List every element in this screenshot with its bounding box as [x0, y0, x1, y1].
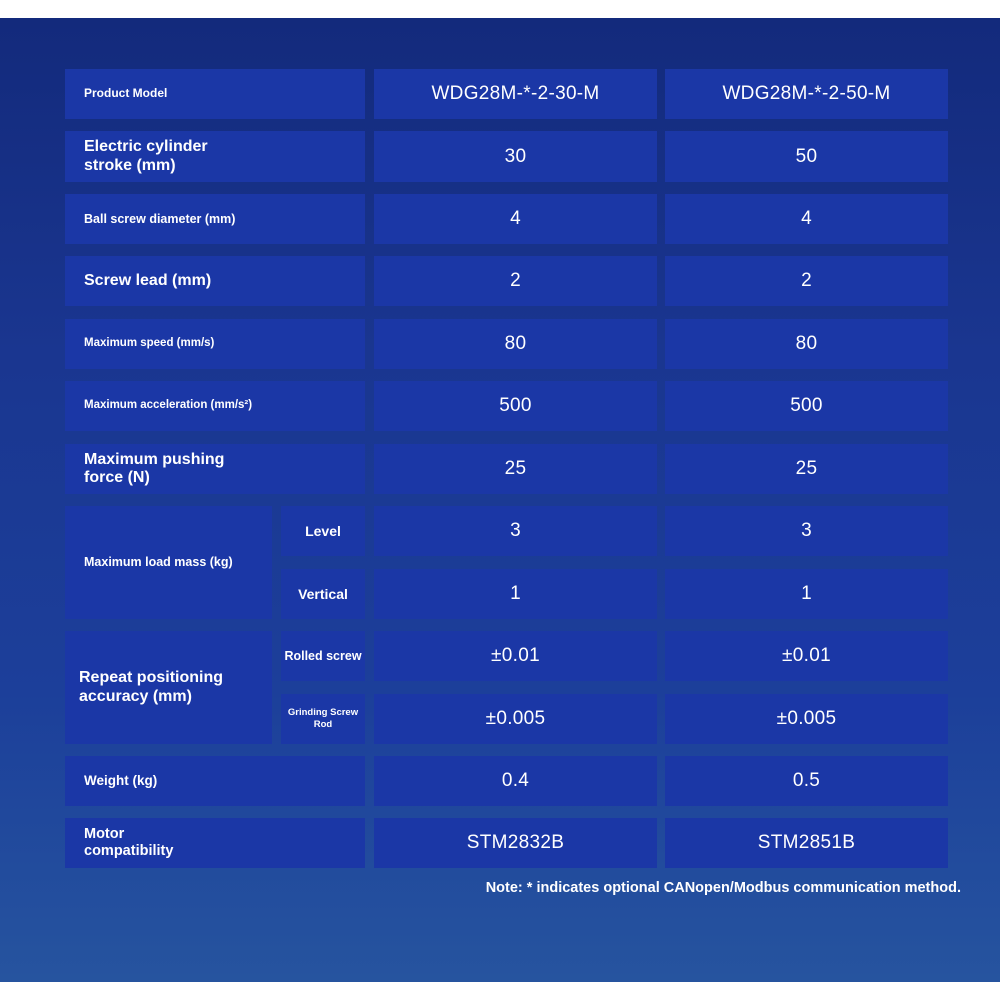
grinding-screw-label: Grinding Screw Rod: [281, 694, 365, 744]
max-accel-label: Maximum acceleration (mm/s²): [65, 381, 365, 431]
screw-lead-label: Screw lead (mm): [65, 256, 365, 306]
screw-lead-value-1: 2: [374, 256, 657, 306]
load-vertical-value-2: 1: [665, 569, 948, 619]
load-level-label: Level: [281, 506, 365, 556]
max-push-value-1: 25: [374, 444, 657, 494]
load-vertical-value-1: 1: [374, 569, 657, 619]
grinding-screw-value-2: ±0.005: [665, 694, 948, 744]
ball-screw-label: Ball screw diameter (mm): [65, 194, 365, 244]
motor-value-2: STM2851B: [665, 818, 948, 868]
motor-label: Motor compatibility: [65, 818, 365, 868]
stroke-value-2: 50: [665, 131, 948, 182]
load-level-value-2: 3: [665, 506, 948, 556]
max-push-label: Maximum pushing force (N): [65, 444, 365, 494]
model-1-header: WDG28M-*-2-30-M: [374, 69, 657, 119]
ball-screw-value-2: 4: [665, 194, 948, 244]
model-2-header: WDG28M-*-2-50-M: [665, 69, 948, 119]
footnote: Note: * indicates optional CANopen/Modbus communication method.: [485, 880, 961, 896]
screw-lead-value-2: 2: [665, 256, 948, 306]
max-speed-label: Maximum speed (mm/s): [65, 319, 365, 369]
rolled-screw-value-2: ±0.01: [665, 631, 948, 681]
max-speed-value-2: 80: [665, 319, 948, 369]
rolled-screw-value-1: ±0.01: [374, 631, 657, 681]
weight-value-2: 0.5: [665, 756, 948, 806]
max-push-value-2: 25: [665, 444, 948, 494]
load-mass-label: Maximum load mass (kg): [65, 506, 272, 619]
max-accel-value-2: 500: [665, 381, 948, 431]
product-model-label: Product Model: [65, 69, 365, 119]
max-speed-value-1: 80: [374, 319, 657, 369]
rolled-screw-label: Rolled screw: [281, 631, 365, 681]
stroke-label: Electric cylinder stroke (mm): [65, 131, 365, 182]
stroke-value-1: 30: [374, 131, 657, 182]
load-level-value-1: 3: [374, 506, 657, 556]
max-accel-value-1: 500: [374, 381, 657, 431]
load-vertical-label: Vertical: [281, 569, 365, 619]
weight-label: Weight (kg): [65, 756, 365, 806]
motor-value-1: STM2832B: [374, 818, 657, 868]
repeat-pos-label: Repeat positioning accuracy (mm): [65, 631, 272, 744]
spec-sheet: [0, 18, 1000, 982]
weight-value-1: 0.4: [374, 756, 657, 806]
grinding-screw-value-1: ±0.005: [374, 694, 657, 744]
ball-screw-value-1: 4: [374, 194, 657, 244]
